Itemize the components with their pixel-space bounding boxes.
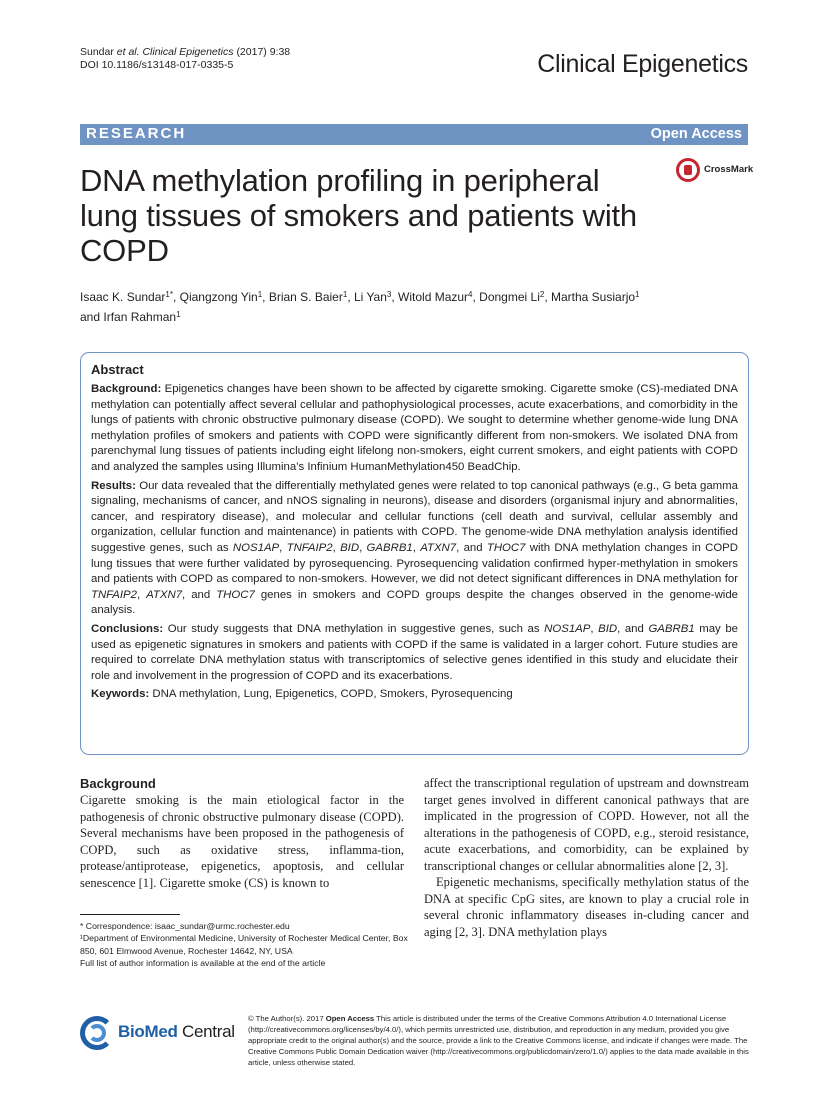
doi[interactable]: DOI 10.1186/s13148-017-0335-5 [80,59,234,71]
article-title: DNA methylation profiling in peripheral lung tissues of smokers and patients with COPD [80,163,637,268]
author: Qiangzong Yin$^1$, [179,290,269,304]
correspondence: * Correspondence: isaac_sundar@urmc.rochester.edu [80,921,290,931]
article-type-label: RESEARCH [86,125,187,142]
abstract-keywords: Keywords: DNA methylation, Lung, Epigenetics, COPD, Smokers, Pyrosequencing [91,688,513,701]
abstract-conclusions: Conclusions: Our study suggests that DNA methylation in suggestive genes, such as NOS1AP, BID, and GABRB1 may be used as epigenetic signatures in smokers and patients with COPD if the same is validated in a larger cohort. Future studies are required to correlate DNA methylation status with transcriptomics of selective genes identified in this study and elucidate their role and involvement in the progression of COPD and its exacerbations. [91,622,738,682]
author: Martha Susiarjo$^1$ [551,290,640,304]
author: Isaac K. Sundar$^{1*}$, [80,290,180,304]
author: Li Yan$^3$, [353,290,399,304]
citation-journal: Clinical Epigenetics [142,46,234,58]
abstract-heading: Abstract [91,362,144,377]
body-paragraph: Cigarette smoking is the main etiological factor in the pathogenesis of chronic obstructive pulmonary disease (COPD). Several mechanisms have been proposed in the pathogenesis of COPD, such as oxidative stress, inflamma-tion, protease/antiprotease, epigenetics, apoptosis, and cellular senescence [1]. Cigarette smoke (CS) is known to [80,793,404,890]
body-paragraph: Epigenetic mechanisms, specifically methylation status of the DNA at specific CpG sites, are known to play a crucial role in several chronic inflammatory diseases in-cluding cancer and aging [2, 3]. DNA methylation plays [424,875,749,939]
crossmark-badge[interactable] [676,158,756,184]
citation-block [80,46,290,72]
journal-name: Clinical Epigenetics [537,50,748,78]
abstract-results: Results: Our data revealed that the differentially methylated genes were related to top canonical pathways (e.g., G beta gamma signaling, mechanisms of cancer, and nNOS signaling in neurons), disease and disorders (organismal injury and abnormalities, cancer, and respiratory disease), and molecular and cellular functions (cell death and survival, cellular assembly and organization, cellular function and maintenance) in patients with COPD. The genome-wide DNA methylation analysis identified suggestive genes, such as NOS1AP, TNFAIP2, BID, GABRB1, ATXN7, and THOC7 with DNA methylation changes in COPD lung tissues that were further validated by pyrosequencing. Pyrosequencing validation confirmed hyper-methylation in smokers and patients with COPD as compared to non-smokers. However, we did not detect significant differences in DNA methylation for TNFAIP2, ATXN7, and THOC7 genes in smokers and COPD groups despite the changes observed in the genome-wide analysis. [91,479,739,617]
article-type-banner [80,124,748,145]
body-paragraph: affect the transcriptional regulation of upstream and downstream target genes involved in different canonical pathways that are implicated in the progression of COPD. However, not all the alterations in the pathogenesis of COPD, e.g., steroid resistance, acute exacerbations, and comorbidity, can be explained by transcriptional changes or cellular abnormalities alone [2, 3]. [424,776,749,873]
crossmark-label: CrossMark [704,164,754,175]
author-info-note: Full list of author information is available at the end of the article [80,957,326,968]
footnote-rule [80,914,180,915]
author: Witold Mazur$^4$, [398,290,480,304]
body-column-left [80,775,404,891]
citation-year-volume: (2017) 9:38 [236,46,291,58]
author-conjunction: and [80,310,104,324]
author: Brian S. Baier$^1$, [268,290,354,304]
crossmark-icon [676,158,700,182]
abstract-box [80,352,749,755]
publisher-name: BioMed Central [118,1022,235,1041]
citation-authors: Sundar [80,46,114,58]
body-column-right [424,775,749,940]
author: Irfan Rahman$^1$ [103,310,181,324]
author-list [80,286,750,326]
biomed-central-logo [80,1014,235,1054]
author: Dongmei Li$^2$, [479,290,551,304]
open-access-label: Open Access [650,126,742,142]
affiliation: ¹Department of Environmental Medicine, University of Rochester Medical Center, Box 850, 601 Elmwood Avenue, Rochester 14642, NY, USA [80,933,408,956]
citation-etal: et al. [116,46,140,58]
license-text: © The Author(s). 2017 Open Access This article is distributed under the terms of the Creative Commons Attribution 4.0 International License (http://creativecommons.org/licenses/by/4.0/), which permits unrestricted use, distribution, and reproduction in any medium, provided you give appropriate credit to the original author(s) and the source, provide a link to the Creative Commons license, and indicate if changes were made. The Creative Commons Public Domain Dedication waiver (http://creativecommons.org/publicdomain/zero/1.0/) applies to the data made available in this article, unless otherwise stated. [248,1014,749,1067]
citation-line [80,46,290,59]
abstract-background: Background: Epigenetics changes have been shown to be affected by cigarette smoking. Cigarette smoke (CS)-mediated DNA methylation can potentially affect several cellular and pathophysiological processes, acute exacerbations, and comorbidity in the lungs of patients with chronic obstructive pulmonary disease (COPD). We sought to determine whether genome-wide lung DNA methylation profiles of smokers and patients with COPD were significantly different from non-smokers. We isolated DNA from parenchymal lung tissues of patients including eight lifelong non-smokers, eight current smokers, and eight patients with COPD and analyzed the samples using Illumina’s Infinium HumanMethylation450 BeadChip. [91,383,738,473]
section-heading-background: Background [80,776,156,791]
footnotes [80,920,410,969]
